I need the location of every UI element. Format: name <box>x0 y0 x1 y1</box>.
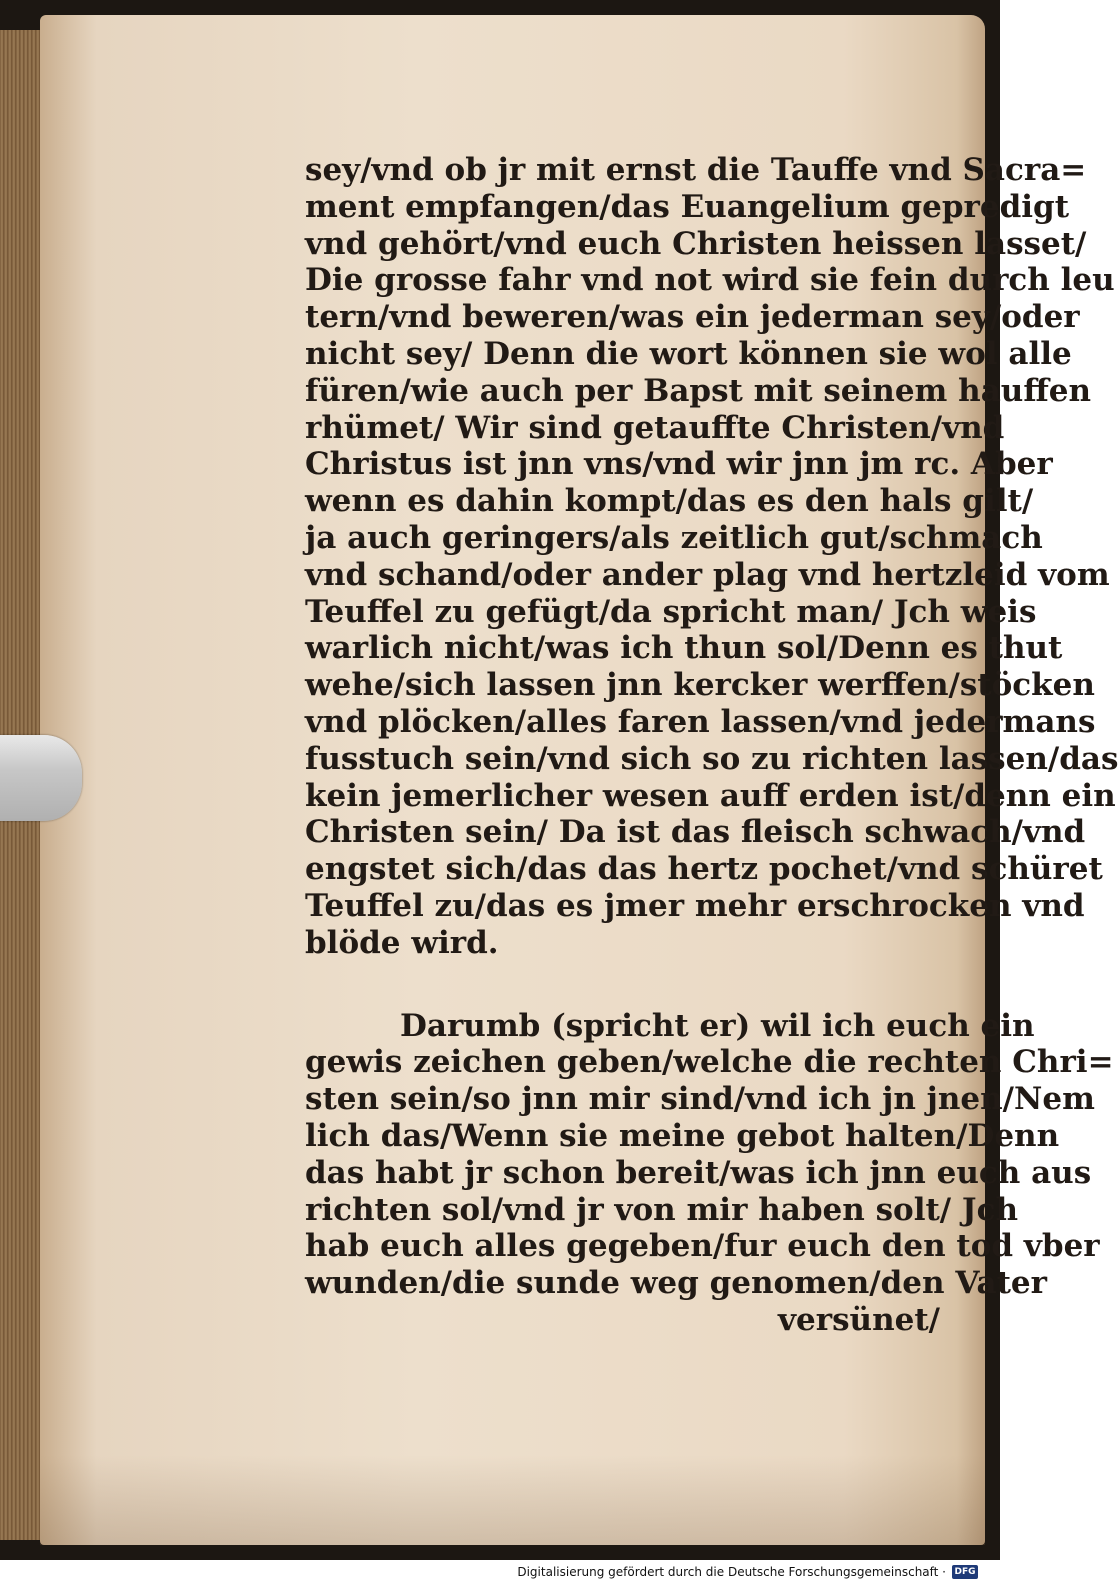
dfg-logo-icon: DFG <box>952 1565 978 1579</box>
text-line: füren/wie auch per Bapst mit seinem hauffen <box>305 372 1092 409</box>
page-text <box>305 152 1118 1339</box>
text-line: vnd schand/oder ander plag vnd hertzleid vom <box>305 556 1110 593</box>
paragraph-spacer <box>305 962 960 1008</box>
text-line: gewis zeichen geben/welche die rechten Chri= <box>305 1044 1114 1081</box>
text-line: vnd plöcken/alles faren lassen/vnd jedermans <box>305 703 1096 740</box>
text-line: wehe/sich lassen jnn kercker werffen/stöcken <box>305 667 1095 704</box>
text-line: rhümet/ Wir sind getauffte Christen/vnd <box>305 409 1005 446</box>
text-line: Die grosse fahr vnd not wird sie fein durch leu <box>305 262 1115 299</box>
text-line: warlich nicht/was ich thun sol/Denn es thut <box>305 630 1063 667</box>
text-line: wunden/die sunde weg genomen/den Vater <box>305 1265 1047 1302</box>
text-line: sten sein/so jnn mir sind/vnd ich jn jnen/Nem <box>305 1081 1095 1118</box>
text-line: richten sol/vnd jr von mir haben solt/ Jch <box>305 1191 1018 1228</box>
paragraph-1 <box>305 152 1118 962</box>
digitization-footer <box>517 1561 978 1583</box>
text-line: kein jemerlicher wesen auff erden ist/denn ein <box>305 777 1116 814</box>
text-line: hab euch alles gegeben/fur euch den tod vber <box>305 1228 1100 1265</box>
page-clip <box>0 735 82 821</box>
text-line: vnd gehört/vnd euch Christen heissen lasset/ <box>305 225 1087 262</box>
text-line: fusstuch sein/vnd sich so zu richten lassen/das <box>305 740 1118 777</box>
text-line: ment empfangen/das Euangelium gepredigt <box>305 188 1070 225</box>
text-line: engstet sich/das das hertz pochet/vnd schüret <box>305 851 1103 888</box>
text-line: sey/vnd ob jr mit ernst die Tauffe vnd Sacra= <box>305 152 1087 188</box>
text-line: das habt jr schon bereit/was ich jnn euch aus <box>305 1154 1092 1191</box>
text-line: tern/vnd beweren/was ein jederman sey/oder <box>305 299 1080 336</box>
paragraph-2 <box>305 1007 1114 1339</box>
footer-credit: Digitalisierung gefördert durch die Deutsche Forschungsgemeinschaft · <box>517 1565 946 1579</box>
text-line: Christen sein/ Da ist das fleisch schwach/vnd <box>305 814 1086 851</box>
text-line: Teuffel zu/das es jmer mehr erschrocken vnd <box>305 887 1085 924</box>
text-line: Teuffel zu gefügt/da spricht man/ Jch weis <box>305 593 1037 630</box>
page-shadow <box>40 1455 985 1545</box>
text-line: ja auch geringers/als zeitlich gut/schmach <box>305 519 1043 556</box>
text-line: Christus ist jnn vns/vnd wir jnn jm rc. Aber <box>305 446 1053 483</box>
text-line: blöde wird. <box>305 924 499 961</box>
text-line: Darumb (spricht er) wil ich euch ein <box>400 1007 1035 1044</box>
text-line: nicht sey/ Denn die wort können sie wol alle <box>305 335 1072 372</box>
catchword: versünet/ <box>778 1301 940 1338</box>
text-line: wenn es dahin kompt/das es den hals gilt/ <box>305 483 1034 520</box>
text-line: lich das/Wenn sie meine gebot halten/Denn <box>305 1117 1060 1154</box>
